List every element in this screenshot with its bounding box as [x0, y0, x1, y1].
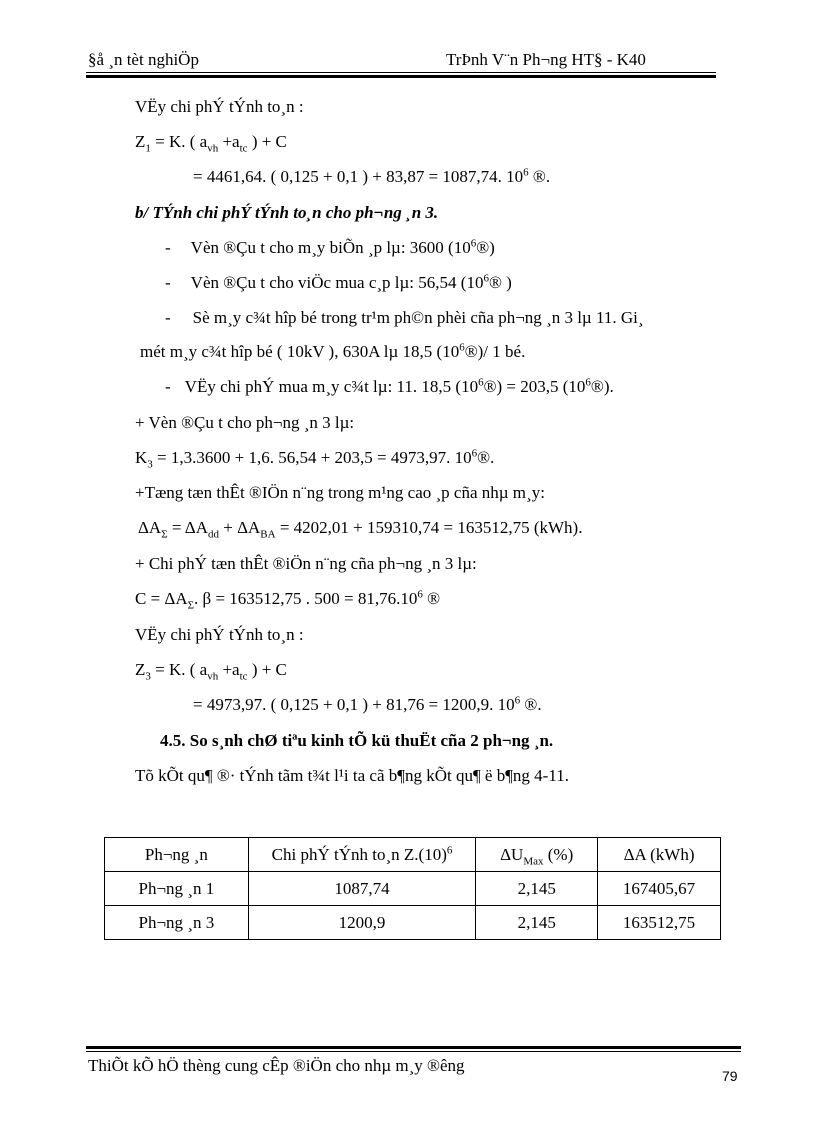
page-number: 79 — [722, 1068, 738, 1084]
table-cell: 1200,9 — [248, 906, 476, 940]
bullet-item: - Sè m¸y c¾t hîp bé trong tr¹m ph©n phèi cña ph¬ng ¸n 3 lµ 11. Gi¸ — [165, 308, 644, 327]
header-rule-thin — [86, 72, 716, 73]
formula-z3: $Z_3 = K$. ( $a_{vh} +a_{tc}$ ) + C — [135, 660, 287, 683]
table-header-cell: Chi phÝ tÝnh to¸n $Z.(10)^6$ — [248, 838, 476, 872]
text-line: +Tæng tæn thÊt ®IÖn n¨ng trong m¹ng cao ¸p cña nhµ m¸y: — [135, 483, 545, 502]
formula-delta-a: $\Delta A_\Sigma = \Delta A_{dd} + \Delta A_{BA} = 4202,01 + 159310,74 = 163512,75$ (kWh). — [138, 518, 583, 541]
formula-z1: $Z_1 = K$. ( $a_{vh} +a_{tc}$ ) + C — [135, 132, 287, 155]
table-header-cell: Ph¬ng ¸n — [105, 838, 249, 872]
footer-rule-thin — [86, 1051, 741, 1052]
formula-z1-value: = 4461,64. ( 0,125 + 0,1 ) + 83,87 = 1087,74. $10^6$ ®. — [193, 166, 551, 186]
section-heading: 4.5. So s¸nh chØ tiªu kinh tÕ kü thuËt cña 2 ph¬ng ¸n. — [160, 731, 554, 750]
formula-k3: $K_3 = 1,3.3600 + 1,6$. 56,54 + 203,5 = 4973,97. $10^6®$. — [135, 447, 495, 471]
table-cell: 2,145 — [476, 906, 598, 940]
formula-c: $C = \Delta A_\Sigma$. β = 163512,75 . $500 = 81,76.10^6$ ® — [135, 588, 441, 612]
bullet-item: - VËy chi phÝ mua m¸y c¾t lµ: 11. 18,5 $(10^6®) = 203,5$ $(10^6®)$. — [165, 376, 614, 396]
text-line: mét m¸y c¾t hîp bé ( 10kV ), 630A lµ 18,5 $(10^6®)/$ 1 bé. — [140, 341, 526, 361]
text-line: Tõ kÕt qu¶ ®· tÝnh tãm t¾t l¹i ta cã b¶ng kÕt qu¶ ë b¶ng 4-11. — [135, 766, 569, 785]
formula-z3-value: = 4973,97. ( 0,125 + 0,1 ) + 81,76 = 1200,9. $10^6$ ®. — [193, 694, 542, 714]
text-line: VËy chi phÝ tÝnh to¸n : — [135, 97, 304, 116]
table-cell: 2,145 — [476, 872, 598, 906]
text-line: VËy chi phÝ tÝnh to¸n : — [135, 625, 304, 644]
footer-rule-thick — [86, 1046, 741, 1049]
table-cell: Ph¬ng ¸n 1 — [105, 872, 249, 906]
table-header-cell: ΔA (kWh) — [598, 838, 721, 872]
bullet-item: - Vèn ®Çu t cho m¸y biÕn ¸p lµ: 3600 $(10^6®)$ — [165, 237, 495, 257]
bullet-item: - Vèn ®Çu t cho viÖc mua c¸p lµ: 56,54 ($10^6®$ ) — [165, 272, 512, 292]
table-cell: 163512,75 — [598, 906, 721, 940]
table-cell: 167405,67 — [598, 872, 721, 906]
text-line: + Vèn ®Çu t cho ph¬ng ¸n 3 lµ: — [135, 413, 355, 432]
footer-text: ThiÕt kÕ hÖ thèng cung cÊp ®iÖn cho nhµ m¸y ®êng — [88, 1056, 465, 1075]
table-row — [105, 906, 721, 940]
table-cell: Ph¬ng ¸n 3 — [105, 906, 249, 940]
table-header-row — [105, 838, 721, 872]
text-line: + Chi phÝ tæn thÊt ®iÖn n¨ng cña ph¬ng ¸n 3 lµ: — [135, 554, 477, 573]
header-right: TrÞnh V¨n Ph¬ng HT§ - K40 — [446, 50, 646, 69]
section-heading: b/ TÝnh chi phÝ tÝnh to¸n cho ph¬ng ¸n 3. — [135, 203, 439, 222]
header-rule-thick — [86, 75, 716, 78]
table-header-cell: $\Delta U_{Max}$ (%) — [476, 838, 598, 872]
results-table — [104, 837, 721, 940]
table-cell: 1087,74 — [248, 872, 476, 906]
table-row — [105, 872, 721, 906]
header-left: §å ¸n tèt nghiÖp — [88, 50, 199, 69]
